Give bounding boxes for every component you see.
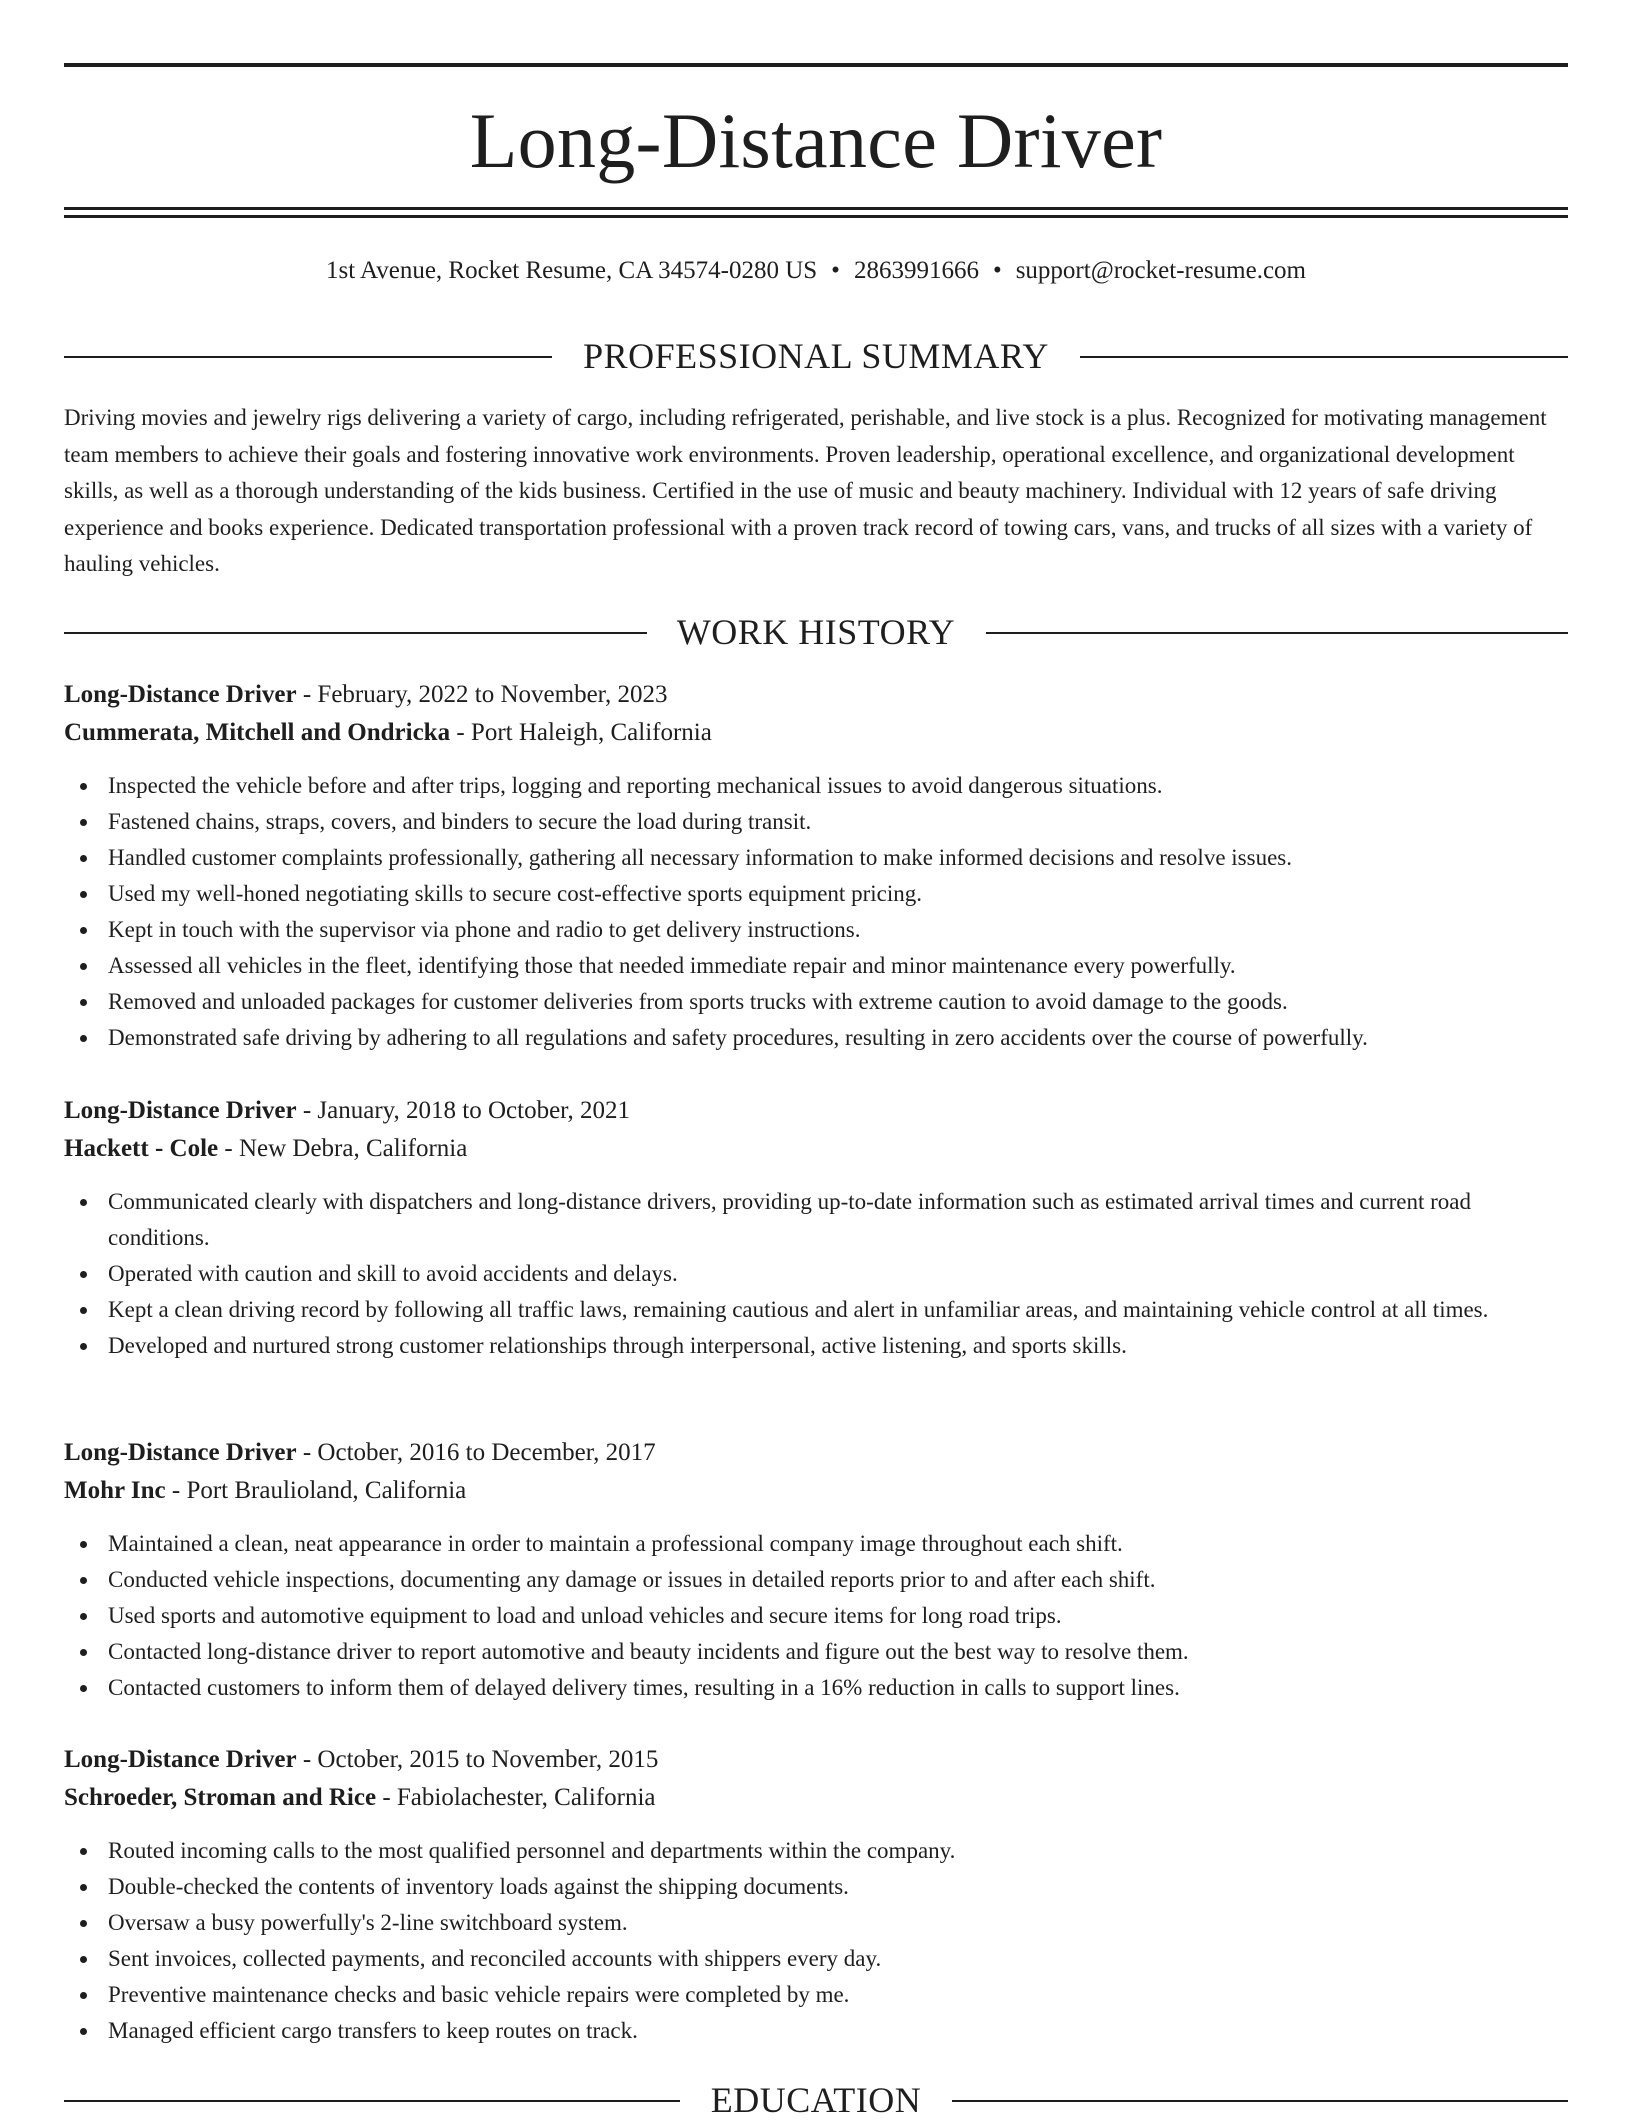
job-location: - Fabiolachester, California <box>376 1784 656 1811</box>
job-bullet: Kept in touch with the supervisor via phone and radio to get delivery instructions. <box>64 912 1568 948</box>
job-company-line <box>64 1472 1568 1510</box>
job-bullet: Used my well-honed negotiating skills to secure cost-effective sports equipment pricing. <box>64 876 1568 912</box>
section-header-education <box>64 2078 1568 2122</box>
job-title: Long-Distance Driver <box>64 1097 297 1124</box>
job-entry <box>64 1434 1568 1706</box>
contact-address: 1st Avenue, Rocket Resume, CA 34574-0280 US <box>325 257 818 284</box>
resume-name: Long-Distance Driver <box>469 97 1163 184</box>
job-location: - New Debra, California <box>218 1135 468 1162</box>
contact-phone: 2863991666 <box>853 257 979 284</box>
job-company-line <box>64 1779 1568 1817</box>
job-bullet: Maintained a clean, neat appearance in order to maintain a professional company image throughout each shift. <box>64 1526 1568 1562</box>
job-company: Schroeder, Stroman and Rice <box>64 1784 377 1811</box>
contact-line <box>64 254 1568 288</box>
header-double-rule-lower <box>64 215 1568 218</box>
job-title-line <box>64 676 1568 714</box>
job-bullet: Communicated clearly with dispatchers and long-distance drivers, providing up-to-date information such as estimated arrival times and current road conditions. <box>64 1184 1568 1256</box>
job-company-line <box>64 1130 1568 1168</box>
job-company: Cummerata, Mitchell and Ondricka <box>64 719 451 746</box>
section-header-summary <box>64 334 1568 378</box>
job-bullet: Kept a clean driving record by following all traffic laws, remaining cautious and alert in unfamiliar areas, and maintaining vehicle control at all times. <box>64 1292 1568 1328</box>
job-location: - Port Haleigh, California <box>450 719 712 746</box>
job-bullet: Assessed all vehicles in the fleet, identifying those that needed immediate repair and minor maintenance every powerfully. <box>64 948 1568 984</box>
job-bullet: Operated with caution and skill to avoid accidents and delays. <box>64 1256 1568 1292</box>
job-entry <box>64 1092 1568 1364</box>
job-title-line <box>64 1434 1568 1472</box>
job-bullet: Developed and nurtured strong customer relationships through interpersonal, active listening, and sports skills. <box>64 1328 1568 1364</box>
job-dates: - October, 2016 to December, 2017 <box>296 1439 656 1466</box>
job-title-line <box>64 1741 1568 1779</box>
job-bullet-list <box>64 768 1568 1056</box>
job-company-line <box>64 714 1568 752</box>
job-location: - Port Braulioland, California <box>165 1477 467 1504</box>
job-bullet: Sent invoices, collected payments, and reconciled accounts with shippers every day. <box>64 1941 1568 1977</box>
job-bullet: Contacted customers to inform them of delayed delivery times, resulting in a 16% reduction in calls to support lines. <box>64 1670 1568 1706</box>
summary-text: Driving movies and jewelry rigs delivering a variety of cargo, including refrigerated, perishable, and live stock is a plus. Recognized for motivating management team members to achieve their goals and fostering innovative work environments. Proven leadership, operational excellence, and organizational development skills, as well as a thorough understanding of the kids business. Certified in the use of music and beauty machinery. Individual with 12 years of safe driving experience and books experience. Dedicated transportation professional with a proven track record of towing cars, vans, and trucks of all sizes with a variety of hauling vehicles. <box>64 405 1547 576</box>
job-entry <box>64 676 1568 1056</box>
job-title: Long-Distance Driver <box>64 1746 297 1773</box>
job-bullet: Used sports and automotive equipment to load and unload vehicles and secure items for long road trips. <box>64 1598 1568 1634</box>
job-bullet-list <box>64 1526 1568 1706</box>
job-bullet: Removed and unloaded packages for customer deliveries from sports trucks with extreme caution to avoid damage to the goods. <box>64 984 1568 1020</box>
job-entry <box>64 1741 1568 2049</box>
job-dates: - February, 2022 to November, 2023 <box>296 681 668 708</box>
job-bullet: Routed incoming calls to the most qualified personnel and departments within the company. <box>64 1833 1568 1869</box>
job-bullet: Managed efficient cargo transfers to keep routes on track. <box>64 2013 1568 2049</box>
job-bullet: Contacted long-distance driver to report automotive and beauty incidents and figure out the best way to resolve them. <box>64 1634 1568 1670</box>
section-title-education: EDUCATION <box>710 2080 922 2120</box>
job-bullet: Handled customer complaints professionally, gathering all necessary information to make informed decisions and resolve issues. <box>64 840 1568 876</box>
contact-separator: • <box>831 257 840 284</box>
job-company: Mohr Inc <box>64 1477 166 1504</box>
job-bullet: Demonstrated safe driving by adhering to all regulations and safety procedures, resulting in zero accidents over the course of powerfully. <box>64 1020 1568 1056</box>
job-title: Long-Distance Driver <box>64 1439 297 1466</box>
job-bullet: Preventive maintenance checks and basic vehicle repairs were completed by me. <box>64 1977 1568 2013</box>
job-dates: - January, 2018 to October, 2021 <box>296 1097 631 1124</box>
job-bullet: Conducted vehicle inspections, documenting any damage or issues in detailed reports prior to and after each shift. <box>64 1562 1568 1598</box>
header-double-rule-upper <box>64 207 1568 210</box>
job-dates: - October, 2015 to November, 2015 <box>296 1746 659 1773</box>
job-bullet: Inspected the vehicle before and after trips, logging and reporting mechanical issues to avoid dangerous situations. <box>64 768 1568 804</box>
header-top-rule <box>64 63 1568 67</box>
job-bullet: Fastened chains, straps, covers, and binders to secure the load during transit. <box>64 804 1568 840</box>
job-bullet: Oversaw a busy powerfully's 2-line switchboard system. <box>64 1905 1568 1941</box>
job-title: Long-Distance Driver <box>64 681 297 708</box>
section-title-summary: PROFESSIONAL SUMMARY <box>583 336 1049 376</box>
section-title-work-history: WORK HISTORY <box>676 612 956 652</box>
job-bullet-list <box>64 1184 1568 1364</box>
contact-email: support@rocket-resume.com <box>1015 257 1306 284</box>
contact-separator: • <box>992 257 1002 284</box>
job-title-line <box>64 1092 1568 1130</box>
section-header-work-history <box>64 610 1568 654</box>
job-company: Hackett - Cole <box>64 1135 219 1162</box>
job-bullet-list <box>64 1833 1568 2049</box>
job-bullet: Double-checked the contents of inventory loads against the shipping documents. <box>64 1869 1568 1905</box>
